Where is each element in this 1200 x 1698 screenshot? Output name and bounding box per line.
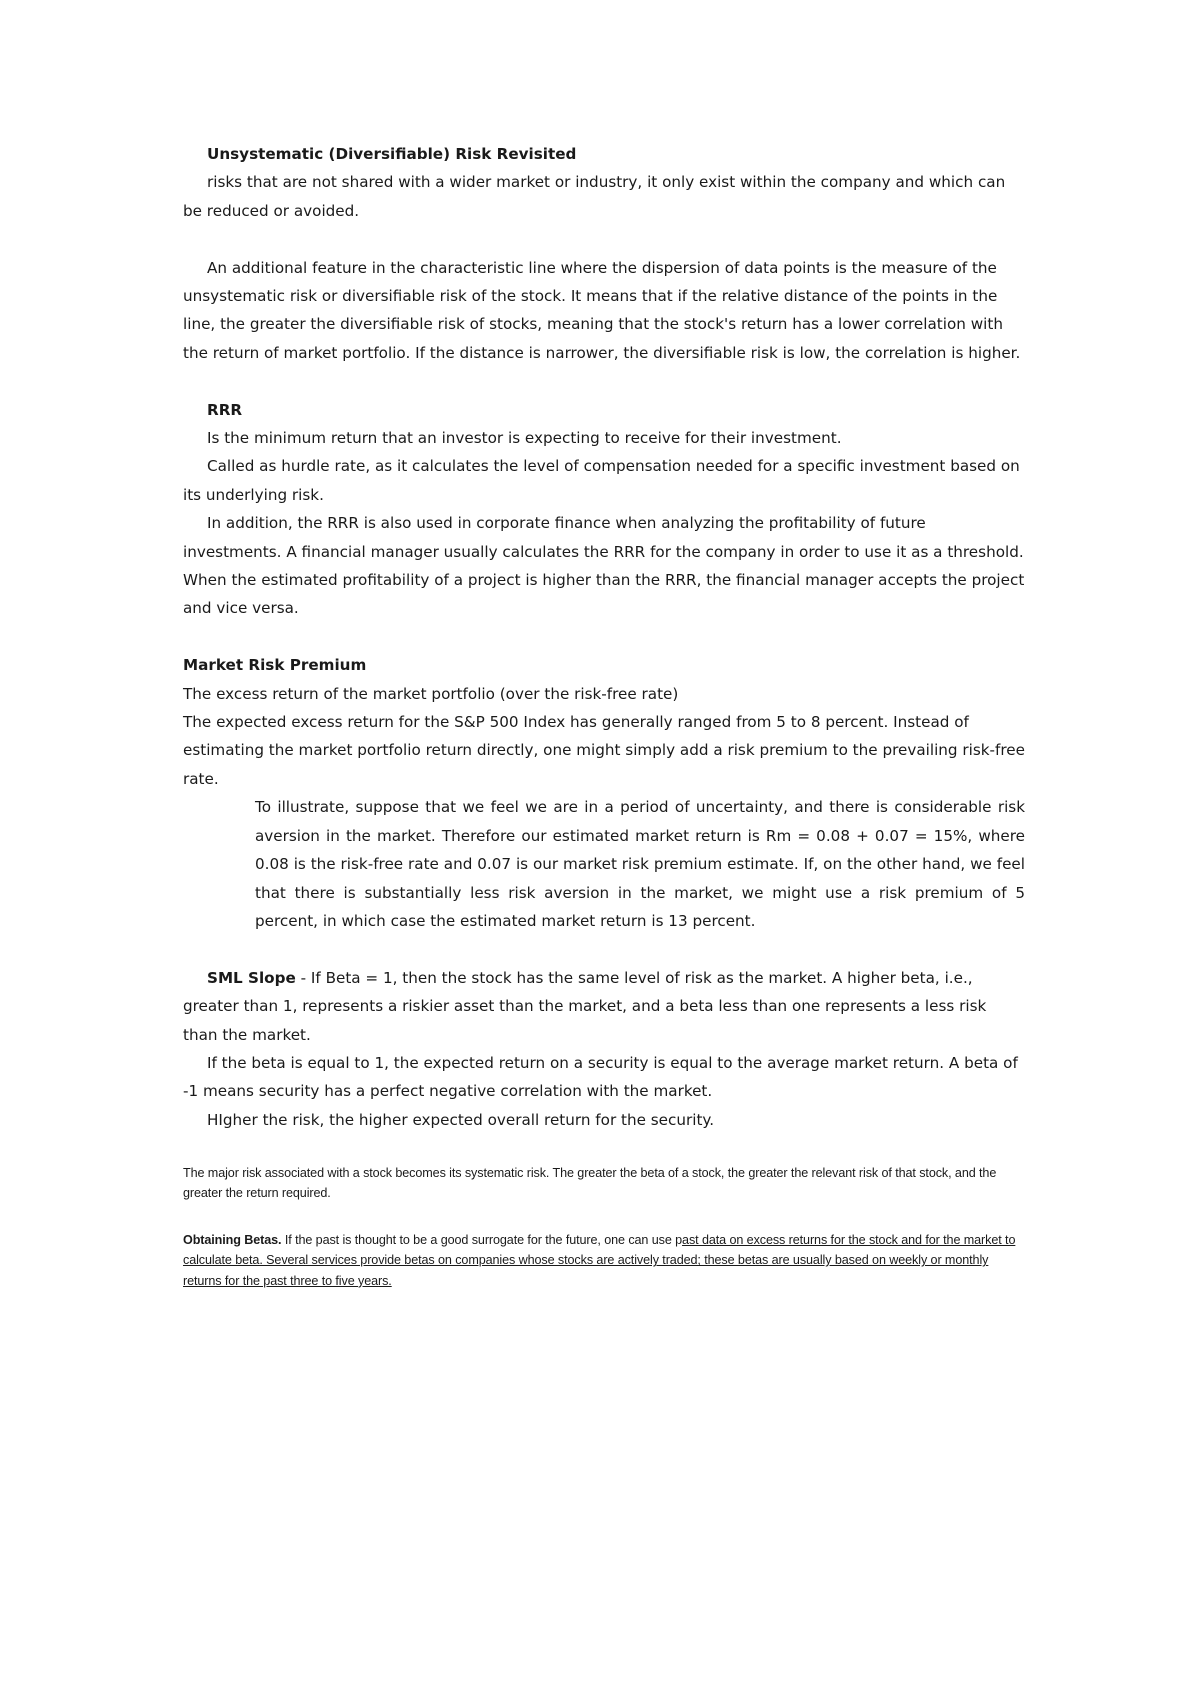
- characteristic-line-paragraph: An additional feature in the characteristic line where the dispersion of data points is the measure of the unsystematic risk or diversifiable risk of the stock. It means that if the relative distance of the points in the line, the greater the diversifiable risk of stocks, meaning that the stock's return has a lower correlation with the return of market portfolio. If the distance is narrower, the diversifiable risk is low, the correlation is higher.: [183, 258, 1021, 362]
- systematic-risk-note: The major risk associated with a stock becomes its systematic risk. The greater the beta of a stock, the greater the relevant risk of that stock, and the greater the return required.: [183, 1165, 997, 1201]
- higher-risk-line: HIgher the risk, the higher expected overall return for the security.: [207, 1110, 715, 1129]
- market-risk-premium-illustration: To illustrate, suppose that we feel we are in a period of uncertainty, and there is considerable risk aversion in the market. Therefore our estimated market return is Rm = 0.08 + 0.07 = 15%, where 0.08 is the risk-free rate and 0.07 is our market risk premium estimate. If, on the other hand, we feel that there is substantially less risk aversion in the market, we might use a risk premium of 5 percent, in which case the estimated market return is 13 percent.: [255, 798, 1025, 930]
- beta-equal-one-paragraph: If the beta is equal to 1, the expected return on a security is equal to the average market return. A beta of -1 means security has a perfect negative correlation with the market.: [183, 1053, 1018, 1101]
- unsystematic-risk-heading: Unsystematic (Diversifiable) Risk Revisited: [207, 145, 577, 163]
- obtaining-betas-underlined-text: ast data on excess returns for the stock and for the market to calculate beta. Several services provide betas on companies whose stocks are actively traded; these betas are usually based on weekly or monthly returns for the past three to five years.: [183, 1232, 1016, 1288]
- rrr-heading: RRR: [207, 400, 243, 419]
- spacer: [183, 623, 1025, 651]
- rrr-definition: Is the minimum return that an investor is expecting to receive for their investment.: [207, 429, 842, 448]
- spacer: [183, 367, 1025, 395]
- unsystematic-risk-definition: risks that are not shared with a wider market or industry, it only exist within the company and which can be reduced or avoided.: [183, 173, 1006, 220]
- sml-slope-text: - If Beta = 1, then the stock has the same level of risk as the market. A higher beta, i.e., greater than 1, represents a riskier asset than the market, and a beta less than one represents a less risk than the market.: [183, 968, 987, 1044]
- document-body: [183, 140, 1025, 1292]
- obtaining-betas-label: Obtaining Betas.: [183, 1232, 282, 1247]
- rrr-hurdle-rate: Called as hurdle rate, as it calculates the level of compensation needed for a specific investment based on its underlying risk.: [183, 457, 1020, 504]
- obtaining-betas-note: [183, 1230, 1025, 1292]
- sml-slope-paragraph: [183, 964, 1025, 1049]
- market-risk-premium-definition: The excess return of the market portfolio (over the risk-free rate): [183, 684, 679, 703]
- spacer: [183, 225, 1025, 253]
- market-risk-premium-heading: Market Risk Premium: [183, 656, 367, 675]
- market-risk-premium-range: The expected excess return for the S&P 500 Index has generally ranged from 5 to 8 percent. Instead of estimating the market portfolio return directly, one might simply add a risk premium to the prevailing risk-free rate.: [183, 713, 1025, 788]
- spacer: [183, 1134, 1025, 1162]
- obtaining-betas-text: If the past is thought to be a good surrogate for the future, one can use p: [281, 1232, 683, 1247]
- spacer: [183, 1204, 1025, 1230]
- spacer: [183, 935, 1025, 963]
- sml-slope-label: SML Slope: [207, 968, 296, 987]
- rrr-corporate-finance: In addition, the RRR is also used in corporate finance when analyzing the profitability of future investments. A financial manager usually calculates the RRR for the company in order to use it as a threshold. When the estimated profitability of a project is higher than the RRR, the financial manager accepts the project and vice versa.: [183, 514, 1025, 618]
